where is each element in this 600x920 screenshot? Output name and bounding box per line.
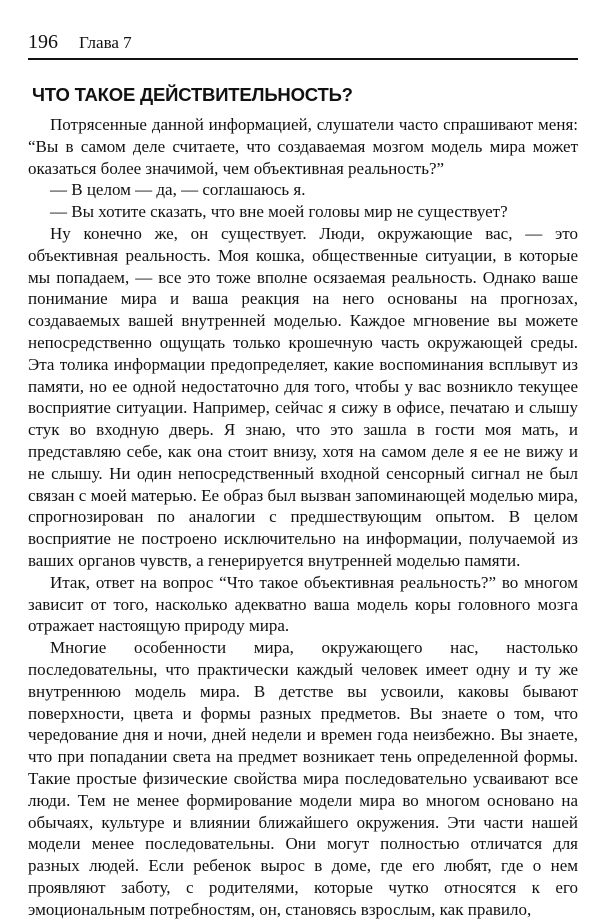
paragraph: Итак, ответ на вопрос “Что такое объективная реальность?” во многом зависит от того, насколько адекватно ваша модель коры головного мозга отражает настоящую природу мира. bbox=[28, 572, 578, 636]
header-rule bbox=[28, 58, 578, 60]
dialogue-line: — В целом — да, — соглашаюсь я. bbox=[50, 180, 306, 200]
section-title: ЧТО ТАКОЕ ДЕЙСТВИТЕЛЬНОСТЬ? bbox=[32, 84, 353, 105]
book-page bbox=[28, 0, 578, 919]
body-text bbox=[28, 114, 578, 920]
dialogue-line: — Вы хотите сказать, что вне моей головы мир не существует? bbox=[50, 202, 508, 222]
running-head bbox=[28, 30, 578, 58]
paragraph: Потрясенные данной информацией, слушатели часто спрашивают меня: “Вы в самом деле считаете, что создаваемая мозгом модель мира может оказаться более значимой, чем объективная реальность?” bbox=[28, 115, 578, 178]
chapter-label: Глава 7 bbox=[79, 33, 132, 52]
page-number: 196 bbox=[28, 31, 58, 53]
paragraph: Многие особенности мира, окружающего нас, настолько последовательны, что практически каждый человек имеет одну и ту же внутреннюю модель мира. В детстве вы усвоили, каковы бывают поверхности, цвета и формы разных предметов. Вы знаете о том, что чередование дня и ночи, дней недели и времен года неизбежно. Вы знаете, что при попадании света на предмет возникает тень определенной формы. Такие простые физические свойства мира последовательно усваивают все люди. Тем не менее формирование модели мира во многом основано на обычаях, культуре и влиянии ближайшего окружения. Эти части нашей модели менее последовательны. Они могут полностью отличатся для разных людей. Если ребенок вырос в доме, где его любят, где о нем проявляют заботу, с родителями, которые чутко относятся к его эмоциональным потребностям, он, становясь взрослым, как правило, bbox=[28, 638, 578, 919]
paragraph: Ну конечно же, он существует. Люди, окружающие вас, — это объективная реальность. Моя кошка, общественные ситуации, в которые мы попадаем, — все это тоже вполне осязаемая реальность. Однако ваше понимание мира и ваша реакция на него основаны на прогнозах, создаваемых вашей внутренней моделью. Каждое мгновение вы можете непосредственно ощущать только крошечную часть окружающей среды. Эта толика информации предопределяет, какие воспоминания всплывут из памяти, но ее одной недостаточно для того, чтобы у вас возникло текущее восприятие ситуации. Например, сейчас я сижу в офисе, печатаю и слышу стук во входную дверь. Я знаю, что это зашла в гости моя мать, и представляю себе, как она стоит внизу, хотя на самом деле я ее не вижу и не слышу. Ни один непосредственный входной сенсорный сигнал не был связан с моей матерью. Ее образ был вызван запоминающей моделью мира, спрогнозирован по аналогии с предшествующим опытом. В целом восприятие не построено исключительно на информации, получаемой из ваших органов чувств, а генерируется внутренней моделью памяти. bbox=[28, 223, 578, 570]
